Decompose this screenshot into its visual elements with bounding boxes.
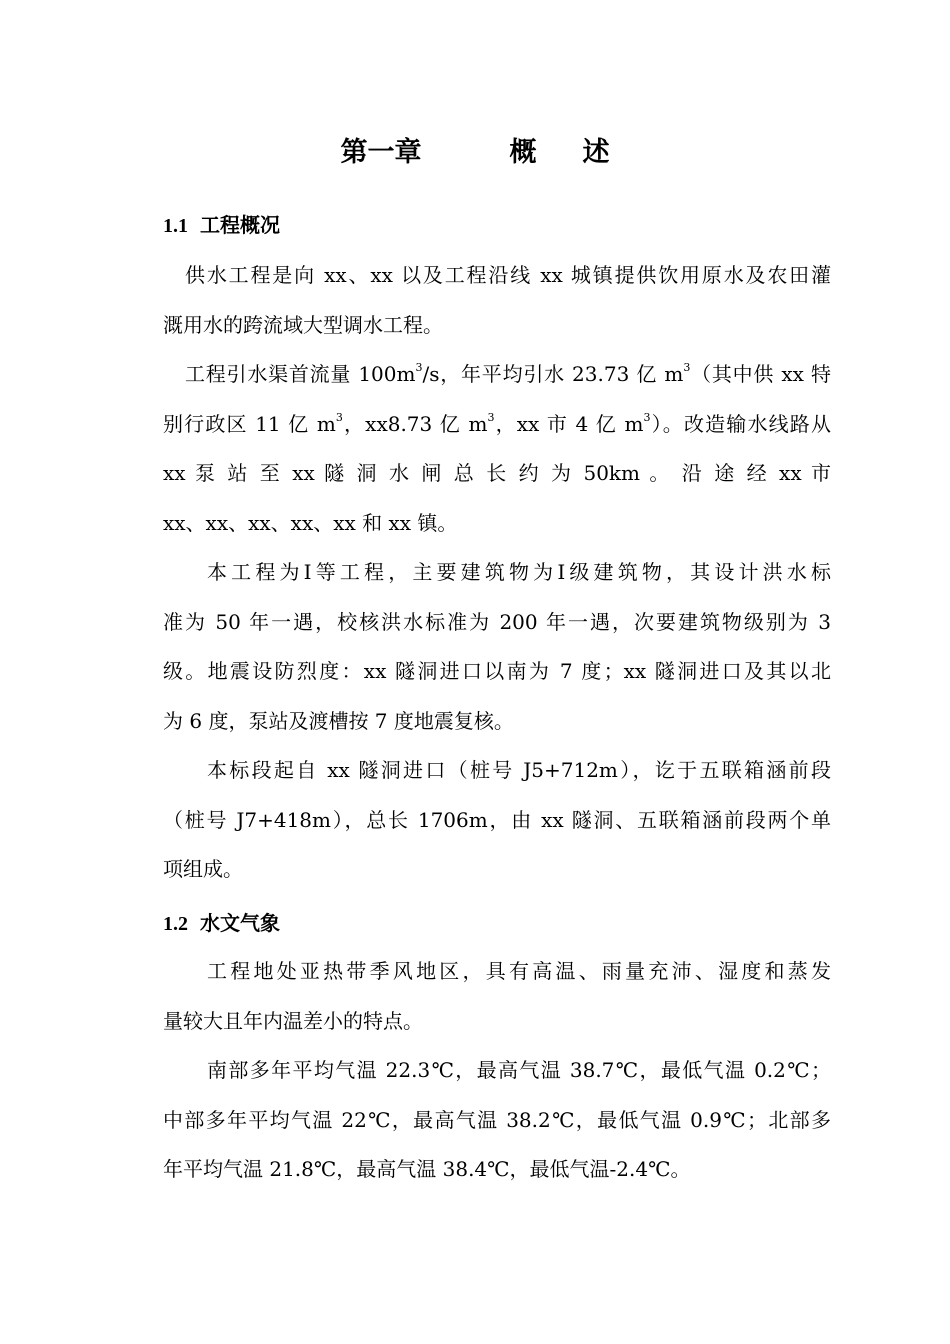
text-line: 本工程为Ⅰ等工程，主要建筑物为Ⅰ级建筑物，其设计洪水标	[207, 560, 831, 584]
section-number: 1.2	[163, 913, 188, 935]
section-heading-1-1	[163, 210, 280, 241]
section-number: 1.1	[163, 215, 188, 237]
text-line: 为 6 度，泵站及渡槽按 7 度地震复核。	[163, 708, 514, 733]
section-heading-1-2	[163, 908, 280, 939]
text-line: 年平均气温 21.8℃，最高气温 38.4℃，最低气温-2.4℃。	[163, 1157, 691, 1181]
text-line: 准为 50 年一遇，校核洪水标准为 200 年一遇，次要建筑物级别为 3	[163, 609, 831, 634]
chapter-title-char-1: 概	[509, 137, 537, 168]
text-line: 本标段起自 xx 隧洞进口（桩号 J5+712m），讫于五联箱涵前段	[207, 758, 831, 782]
chapter-number: 第一章	[340, 137, 422, 168]
paragraph-hydrology-1	[163, 947, 831, 1046]
paragraph-hydrology-2	[163, 1046, 831, 1195]
text-line: 供水工程是向 xx、xx 以及工程沿线 xx 城镇提供饮用原水及农田灌	[185, 263, 831, 287]
text-line: 工程地处亚热带季风地区，具有高温、雨量充沛、湿度和蒸发	[207, 959, 831, 983]
section-title: 水文气象	[200, 911, 280, 935]
text-line: 级。地震设防烈度：xx 隧洞进口以南为 7 度；xx 隧洞进口及其以北	[163, 659, 831, 683]
text-line: 别行政区 11 亿 $m^3$，xx8.73 亿 $m^3$，xx 市 4 亿 $m^3$）。改造输水线路从	[163, 410, 831, 436]
text-line: （桩号 J7+418m），总长 1706m，由 xx 隧洞、五联箱涵前段两个单	[163, 807, 831, 832]
text-line: xx、xx、xx、xx、xx 和 xx 镇。	[163, 510, 458, 535]
text-line: 南部多年平均气温 22.3℃，最高气温 38.7℃，最低气温 0.2℃；	[207, 1058, 831, 1082]
text-line: 中部多年平均气温 22℃，最高气温 38.2℃，最低气温 0.9℃；北部多	[163, 1107, 831, 1132]
section-title: 工程概况	[200, 213, 280, 237]
text-line: 溉用水的跨流域大型调水工程。	[163, 312, 443, 337]
paragraph-overview-2	[163, 350, 831, 548]
paragraph-overview-3	[163, 548, 831, 746]
chapter-title-char-2: 述	[582, 137, 610, 168]
paragraph-overview-4	[163, 746, 831, 895]
chapter-title	[0, 133, 950, 173]
text-line: 量较大且年内温差小的特点。	[163, 1008, 423, 1033]
text-line: 项组成。	[163, 857, 243, 881]
paragraph-overview-1	[163, 251, 831, 350]
text-line: 工程引水渠首流量 $100m^3/s$，年平均引水 23.73 亿 $m^3$（其中供 xx 特	[185, 361, 832, 386]
text-line: xx 泵 站 至 xx 隧 洞 水 闸 总 长 约 为 50km 。 沿 途 经 xx 市	[163, 461, 831, 485]
